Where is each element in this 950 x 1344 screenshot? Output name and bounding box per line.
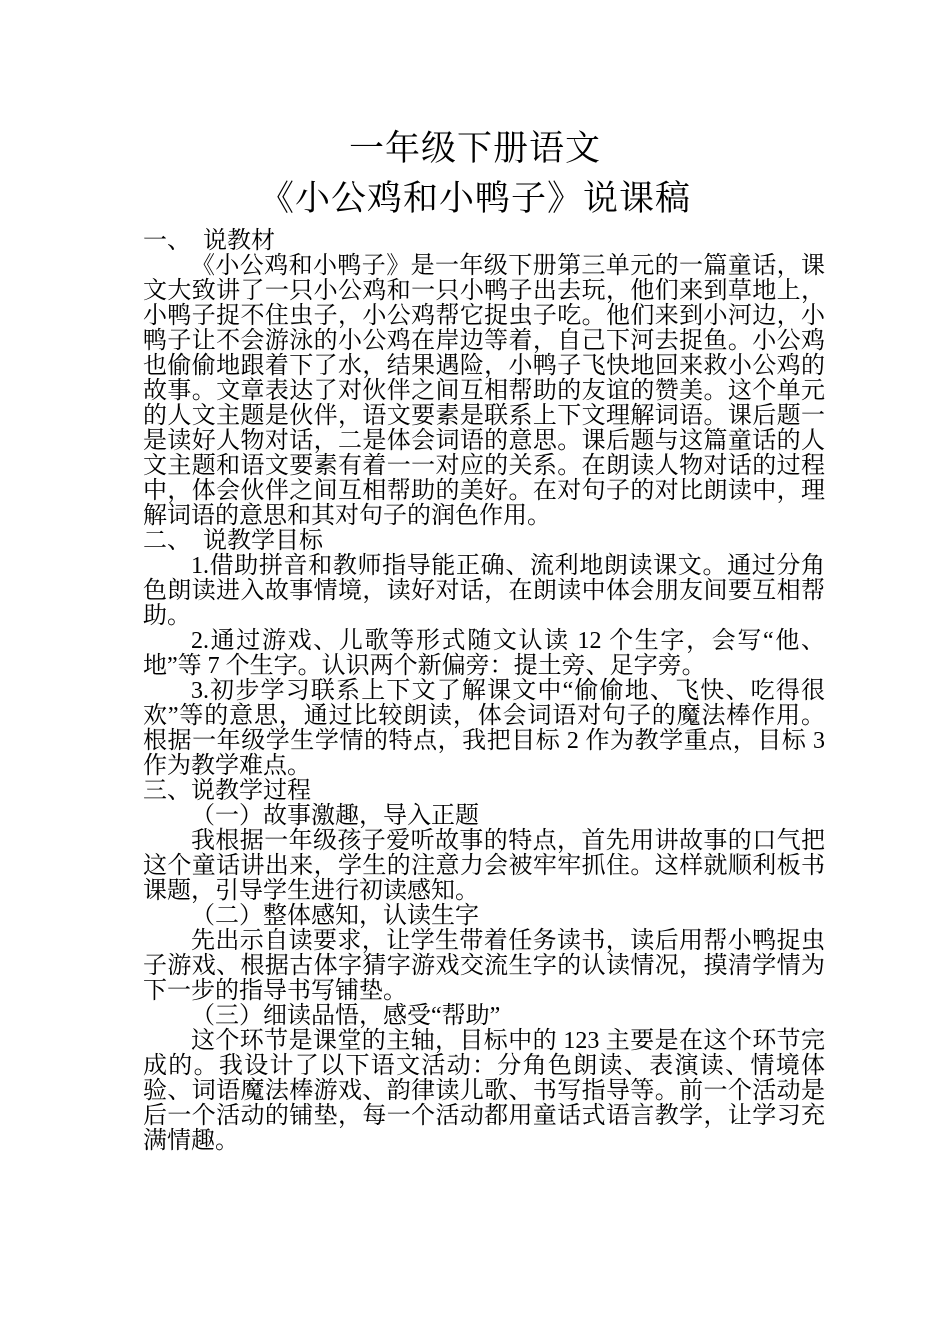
- paragraph: 这个环节是课堂的主轴，目标中的 123 主要是在这个环节完成的。我设计了以下语文活动：分角色朗读、表演读、情境体验、词语魔法棒游戏、韵律读儿歌、书写指导等。前一个活动是后一个活动的铺垫，每一个活动都用童话式语言教学，让学习充满情趣。: [143, 1028, 825, 1154]
- paragraph: 1.借助拼音和教师指导能正确、流利地朗读课文。通过分角色朗读进入故事情境，读好对话，在朗读中体会朋友间要互相帮助。: [143, 553, 825, 629]
- document-title-line2: 《小公鸡和小鸭子》说课稿: [258, 179, 691, 218]
- document-title-block: [0, 0, 950, 224]
- paragraph: 我根据一年级孩子爱听故事的特点，首先用讲故事的口气把这个童话讲出来，学生的注意力会被牢牢抓住。这样就顺利板书课题，引导学生进行初读感知。: [143, 828, 825, 904]
- paragraph: 《小公鸡和小鸭子》是一年级下册第三单元的一篇童话，课文大致讲了一只小公鸡和一只小鸭子出去玩，他们来到草地上，小鸭子捉不住虫子，小公鸡帮它捉虫子吃。他们来到小河边，小鸭子让不会游泳的小公鸡在岸边等着，自己下河去捉鱼。小公鸡也偷偷地跟着下了水，结果遇险，小鸭子飞快地回来救小公鸡的故事。文章表达了对伙伴之间互相帮助的友谊的赞美。这个单元的人文主题是伙伴，语文要素是联系上下文理解词语。课后题一是读好人物对话，二是体会词语的意思。课后题与这篇童话的人文主题和语文要素有着一一对应的关系。在朗读人物对话的过程中，体会伙伴之间互相帮助的美好。在对句子的对比朗读中，理解词语的意思和其对句子的润色作用。: [143, 253, 825, 529]
- document-title-line1: 一年级下册语文: [348, 129, 601, 168]
- paragraph: 2.通过游戏、儿歌等形式随文认读 12 个生字，会写“他、地”等 7 个生字。认识两个新偏旁：提土旁、足字旁。: [143, 628, 825, 679]
- paragraph: （一）故事激趣，导入正题: [191, 803, 479, 829]
- paragraph: 一、 说教材: [143, 228, 275, 254]
- paragraph: 先出示自读要求，让学生带着任务读书，读后用帮小鸭捉虫子游戏、根据古体字猜字游戏交流生字的认读情况，摸清学情为下一步的指导书写铺垫。: [143, 928, 825, 1004]
- document-body: [143, 229, 825, 1154]
- paragraph: 三、说教学过程: [143, 778, 311, 804]
- paragraph: （二）整体感知，认读生字: [191, 903, 479, 929]
- paragraph: （三）细读品悟，感受“帮助”: [191, 1003, 501, 1029]
- paragraph: 3.初步学习联系上下文了解课文中“偷偷地、飞快、吃得很欢”等的意思，通过比较朗读，体会词语对句子的魔法棒作用。根据一年级学生学情的特点，我把目标 2 作为教学重点，目标 3 作为教学难点。: [143, 678, 825, 779]
- paragraph: 二、 说教学目标: [143, 528, 323, 554]
